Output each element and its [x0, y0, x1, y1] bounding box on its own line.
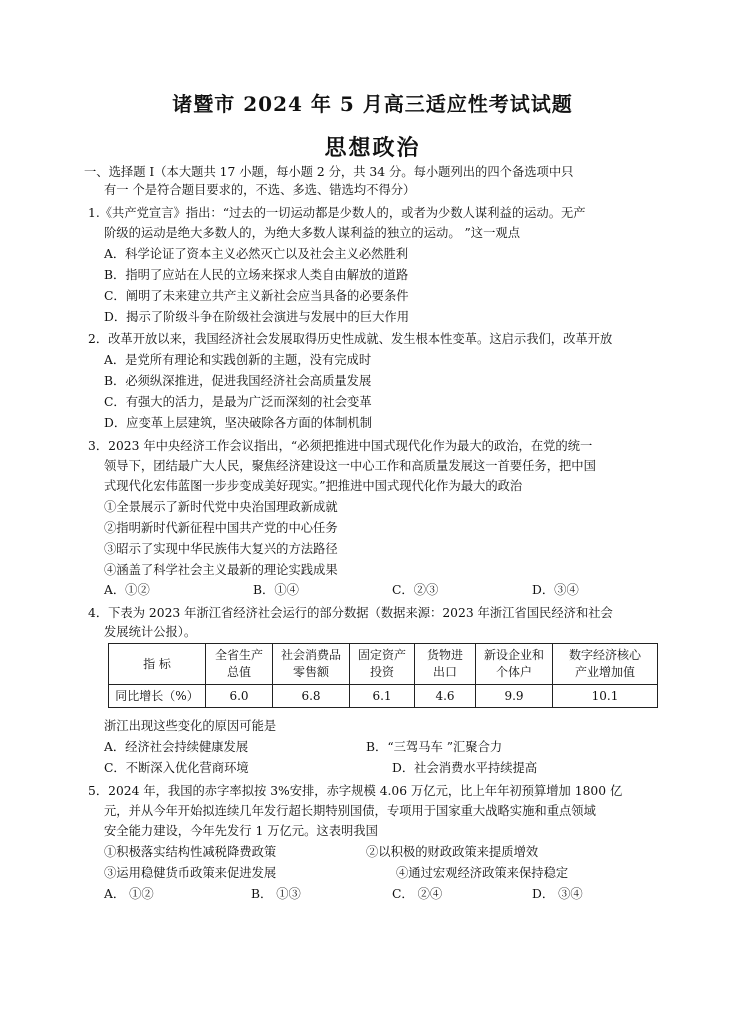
- col-header-line1: 固定资产: [357, 648, 406, 662]
- q2-option-a: A．是党所有理论和实践创新的主题，没有完成时: [104, 353, 372, 367]
- table-cell: 6.1: [350, 685, 415, 708]
- q2-option-c: C．有强大的活力，是最为广泛而深刻的社会变革: [104, 395, 372, 409]
- q5-item-4: ④通过宏观经济政策来保持稳定: [396, 866, 569, 880]
- q1-option-a: A．科学论证了资本主义必然灭亡以及社会主义必然胜利: [104, 247, 409, 261]
- q1-option-b: B．指明了应站在人民的立场来探求人类自由解放的道路: [104, 268, 409, 282]
- table-col-header: [206, 644, 273, 685]
- q5-item-3: ③运用稳健货币政策来促进发展: [104, 866, 277, 880]
- table-row: [109, 685, 658, 708]
- q3-choice-c: C．②③: [392, 583, 439, 597]
- col-header-line1: 社会消费品: [280, 648, 341, 662]
- q4-stem-line1: 4．下表为 2023 年浙江省经济社会运行的部分数据（数据来源：2023 年浙江省国民经济和社会: [88, 606, 613, 620]
- q3-choice-a: A．①②: [104, 583, 150, 597]
- exam-title: 诸暨市 2024 年 5 月高三适应性考试试题: [172, 92, 573, 116]
- col-header-line2: 零售额: [292, 665, 329, 679]
- col-header-line2: 投资: [369, 665, 394, 679]
- col-header-line2: 总值: [226, 665, 251, 679]
- col-header-line2: 出口: [432, 665, 457, 679]
- q5-choice-b: B． ①③: [251, 887, 301, 901]
- col-header-line2: 个体户: [495, 665, 532, 679]
- q4-option-c: C．不断深入优化营商环境: [104, 761, 249, 775]
- table-cell: 6.0: [206, 685, 273, 708]
- table-col-header: [350, 644, 415, 685]
- q4-option-a: A．经济社会持续健康发展: [104, 740, 249, 754]
- col-header-line2: 产业增加值: [574, 665, 635, 679]
- col-header-line1: 新设企业和: [483, 648, 544, 662]
- table-cell: 9.9: [476, 685, 553, 708]
- q3-stem-line1: 3．2023 年中央经济工作会议指出，“必须把推进中国式现代化作为最大的政治，在党的统一: [88, 439, 593, 453]
- q2-stem-line1: 2．改革开放以来，我国经济社会发展取得历史性成就、发生根本性变革。这启示我们，改革开放: [88, 332, 613, 346]
- q4-stem-line2: 发展统计公报）。: [104, 625, 197, 639]
- section-heading-line1: 一、选择题 Ⅰ（本大题共 17 小题，每小题 2 分，共 34 分。每小题列出的四个备选项中只: [84, 165, 574, 179]
- q3-item-1: ①全景展示了新时代党中央治国理政新成就: [104, 500, 338, 514]
- col-header-line1: 数字经济核心: [568, 648, 641, 662]
- q3-item-2: ②指明新时代新征程中国共产党的中心任务: [104, 521, 338, 535]
- table-cell: 10.1: [553, 685, 658, 708]
- q5-choice-a: A． ①②: [104, 887, 154, 901]
- table-col-header: [273, 644, 350, 685]
- col-header-line1: 全省生产: [214, 648, 263, 662]
- q5-stem-line2: 元，并从今年开始拟连续几年发行超长期特别国债，专项用于国家重大战略实施和重点领域: [104, 804, 596, 818]
- table-col-header: [553, 644, 658, 685]
- table-cell: 4.6: [415, 685, 476, 708]
- q5-stem-line1: 5．2024 年，我国的赤字率拟按 3%安排，赤字规模 4.06 万亿元，比上年年初预算增加 1800 亿: [88, 784, 623, 798]
- q1-stem-line1: 1.《共产党宣言》指出：“过去的一切运动都是少数人的，或者为少数人谋利益的运动。无产: [88, 206, 586, 220]
- q2-option-d: D．应变革上层建筑，坚决破除各方面的体制机制: [104, 416, 373, 430]
- q3-stem-line2: 领导下，团结最广大人民，聚焦经济建设这一中心工作和高质量发展这一首要任务，把中国: [104, 459, 596, 473]
- q4-option-b: B．“三驾马车 ”汇聚合力: [366, 740, 503, 754]
- table-row-label: 同比增长（%）: [109, 685, 206, 708]
- q5-choice-d: D． ③④: [532, 887, 583, 901]
- q3-choice-d: D．③④: [532, 583, 579, 597]
- subject-title: 思想政治: [324, 135, 421, 161]
- table-col-header: [415, 644, 476, 685]
- q1-option-d: D．揭示了阶级斗争在阶级社会演进与发展中的巨大作用: [104, 310, 409, 324]
- q2-option-b: B．必须纵深推进，促进我国经济社会高质量发展: [104, 374, 372, 388]
- q5-item-1: ①积极落实结构性减税降费政策: [104, 845, 277, 859]
- q4-option-d: D．社会消费水平持续提高: [392, 761, 538, 775]
- col-header-line1: 货物进: [426, 648, 463, 662]
- q1-stem-line2: 阶级的运动是绝大多数人的，为绝大多数人谋利益的独立的运动。 ”这一观点: [104, 226, 520, 240]
- table-col-header: [476, 644, 553, 685]
- q5-stem-line3: 安全能力建设，今年先发行 1 万亿元。这表明我国: [104, 824, 378, 838]
- economic-data-table: [108, 643, 658, 708]
- q3-choice-b: B．①④: [253, 583, 299, 597]
- q5-item-2: ②以积极的财政政策来提质增效: [366, 845, 539, 859]
- q1-option-c: C．阐明了未来建立共产主义新社会应当具备的必要条件: [104, 289, 409, 303]
- table-header-row: [109, 644, 658, 685]
- q3-item-3: ③昭示了实现中华民族伟大复兴的方法路径: [104, 542, 338, 556]
- q5-choice-c: C． ②④: [392, 887, 443, 901]
- section-heading-line2: 有一 个是符合题目要求的，不选、多选、错选均不得分）: [104, 183, 416, 197]
- q4-question: 浙江出现这些变化的原因可能是: [104, 719, 277, 733]
- table-row-header: 指 标: [109, 644, 206, 685]
- q3-stem-line3: 式现代化宏伟蓝图一步步变成美好现实。”把推进中国式现代化作为最大的政治: [104, 479, 523, 493]
- table-cell: 6.8: [273, 685, 350, 708]
- q3-item-4: ④涵盖了科学社会主义最新的理论实践成果: [104, 563, 338, 577]
